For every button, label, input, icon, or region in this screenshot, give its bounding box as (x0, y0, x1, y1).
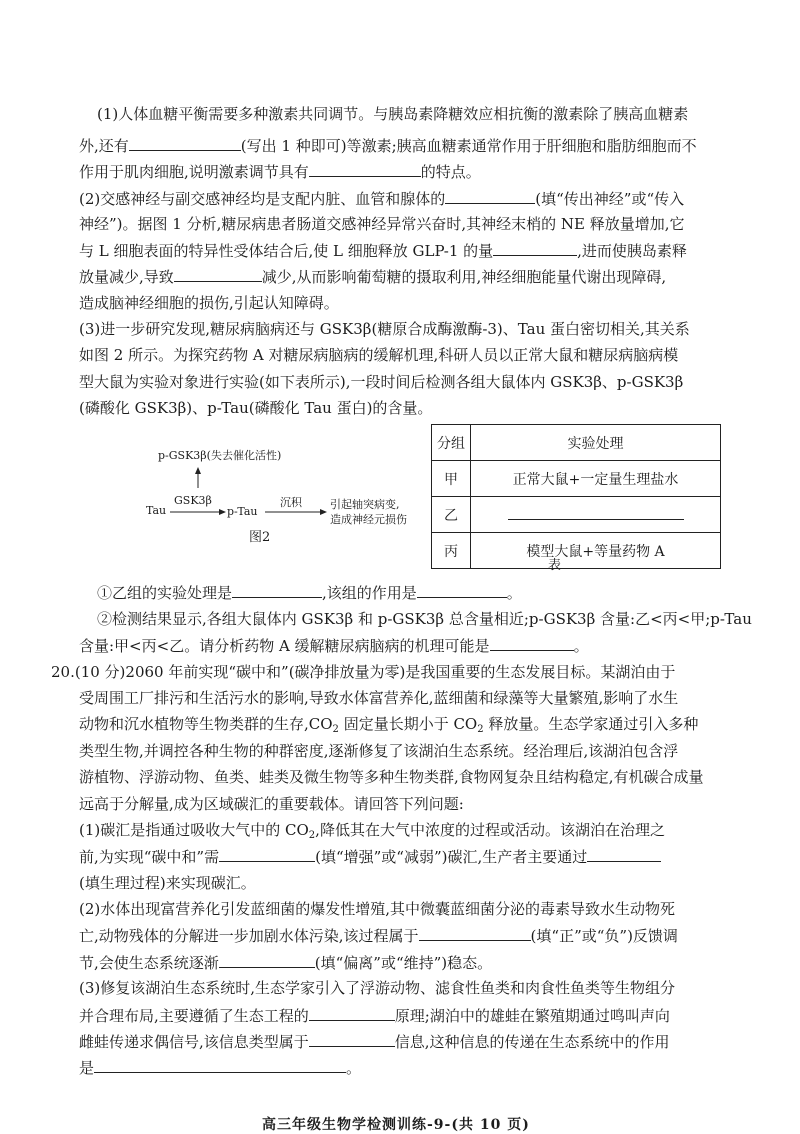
answer-blank[interactable] (417, 583, 507, 598)
answer-blank[interactable] (309, 1032, 395, 1047)
q19-p3-line4: (磷酸化 GSK3β)、p-Tau(磷酸化 Tau 蛋白)的含量。 (79, 399, 433, 417)
q19-p3-line1: (3)进一步研究发现,糖尿病脑病还与 GSK3β(糖原合成酶激酶-3)、Tau 蛋白密切相关,其关系 (79, 320, 690, 338)
table-header-group: 分组 (432, 425, 471, 461)
experiment-table (431, 424, 721, 569)
q20-p1-line1: (1)碳汇是指通过吸收大气中的 $CO_2$,降低其在大气中浓度的过程或活动。该湖泊在治理之 (79, 821, 665, 841)
q20-p3-line1: (3)修复该湖泊生态系统时,生态学家引入了浮游动物、滤食性鱼类和肉食性鱼类等生物组分 (79, 979, 676, 997)
q20-p3-line2: 并合理布局,主要遵循了生态工程的 原理;湖泊中的雄蛙在繁殖期通过鸣叫声向 (79, 1007, 670, 1025)
answer-blank[interactable] (309, 162, 421, 177)
fig-gsk3b-label: GSK3β (174, 494, 212, 507)
fig-effect-label-2: 造成神经元损伤 (330, 513, 407, 526)
fig-deposit-label: 沉积 (280, 496, 302, 509)
answer-blank[interactable] (490, 636, 574, 651)
answer-blank[interactable] (174, 267, 262, 282)
fig-tau-label: Tau (146, 504, 167, 517)
q19-p1-line2: 外,还有 (写出 1 种即可)等激素;胰高血糖素通常作用于肝细胞和脂肪细胞而不 (79, 137, 697, 155)
fig-arrows (140, 438, 430, 548)
figure-2 (140, 438, 430, 548)
q20-intro-line1: 20.(10 分)2060 年前实现“碳中和”(碳净排放量为零)是我国重要的生态发展目标。某湖泊由于 (51, 663, 676, 681)
answer-blank[interactable] (493, 241, 577, 256)
q20-p2-line1: (2)水体出现富营养化引发蓝细菌的爆发性增殖,其中微囊蓝细菌分泌的毒素导致水生动物死 (79, 900, 676, 918)
q19-sub2-line1: ②检测结果显示,各组大鼠体内 GSK3β 和 p-GSK3β 总含量相近;p-GSK3β 含量:乙<丙<甲;p-Tau (97, 610, 752, 628)
table-cell-treatment: 正常大鼠+一定量生理盐水 (471, 461, 721, 497)
q20-p3-line4: 是 。 (79, 1059, 362, 1077)
answer-blank[interactable] (129, 136, 241, 151)
q20-intro-line4: 类型生物,并调控各种生物的种群密度,逐渐修复了该湖泊生态系统。经治理后,该湖泊包含浮 (79, 742, 679, 760)
q20-intro-line5: 游植物、浮游动物、鱼类、蛙类及微生物等多种生物类群,食物网复杂且结构稳定,有机碳合成量 (79, 768, 704, 786)
q19-p1-line1: (1)人体血糖平衡需要多种激素共同调节。与胰岛素降糖效应相抗衡的激素除了胰高血糖素 (97, 105, 689, 123)
table-row (432, 533, 721, 569)
answer-blank[interactable] (445, 189, 535, 204)
answer-blank[interactable] (309, 1006, 395, 1021)
fig-effect-label-1: 引起轴突病变, (330, 498, 400, 511)
q20-intro-line2: 受周围工厂排污和生活污水的影响,导致水体富营养化,蓝细菌和绿藻等大量繁殖,影响了水生 (79, 689, 679, 707)
q19-p3-line3: 型大鼠为实验对象进行实验(如下表所示),一段时间后检测各组大鼠体内 GSK3β、p-GSK3β (79, 373, 684, 391)
q19-sub1: ①乙组的实验处理是 ,该组的作用是 。 (97, 584, 522, 602)
answer-blank[interactable] (508, 505, 684, 520)
q20-p2-line3: 节,会使生态系统逐渐 (填“偏离”或“维持”)稳态。 (79, 954, 493, 972)
q19-sub2-line2: 含量:甲<丙<乙。请分析药物 A 缓解糖尿病脑病的机理可能是 。 (79, 637, 589, 655)
q19-p2-line3: 与 L 细胞表面的特异性受体结合后,使 L 细胞释放 GLP-1 的量 ,进而使胰岛素释 (79, 242, 687, 260)
answer-blank[interactable] (219, 953, 315, 968)
answer-blank[interactable] (419, 926, 531, 941)
table-row (432, 461, 721, 497)
q19-p2-line5: 造成脑神经细胞的损伤,引起认知障碍。 (79, 294, 339, 312)
arrow-ptau-head (320, 509, 327, 515)
arrow-up-head (195, 467, 201, 474)
table-cell-group: 甲 (432, 461, 471, 497)
q20-intro-line6: 远高于分解量,成为区域碳汇的重要载体。请回答下列问题: (79, 795, 464, 813)
answer-blank[interactable] (587, 847, 661, 862)
q20-p1-line3: (填生理过程)来实现碳汇。 (79, 874, 256, 892)
q19-p2-line1: (2)交感神经与副交感神经均是支配内脏、血管和腺体的 (填“传出神经”或“传入 (79, 190, 685, 208)
table-cell-group: 丙 (432, 533, 471, 569)
fig-ptau-label: p-Tau (227, 505, 258, 518)
table-cell-treatment: 模型大鼠+等量药物 A (471, 533, 721, 569)
table-header-treatment: 实验处理 (471, 425, 721, 461)
q20-p2-line2: 亡,动物残体的分解进一步加剧水体污染,该过程属于 (填“正”或“负”)反馈调 (79, 927, 678, 945)
arrow-tau-head (219, 509, 226, 515)
figure-2-caption: 图2 (249, 530, 271, 545)
q19-p2-line4: 放量减少,导致 减少,从而影响葡萄糖的摄取利用,神经细胞能量代谢出现障碍, (79, 268, 667, 286)
table-header-row (432, 425, 721, 461)
table-row (432, 497, 721, 533)
table-cell-treatment-blank[interactable] (471, 497, 721, 533)
answer-blank[interactable] (232, 583, 322, 598)
q20-p1-line2: 前,为实现“碳中和”需 (填“增强”或“减弱”)碳汇,生产者主要通过 (79, 847, 661, 866)
table-caption: 表 (548, 558, 562, 573)
q19-p1-line3: 作用于肌肉细胞,说明激素调节具有 的特点。 (79, 163, 481, 181)
q20-intro-line3: 动物和沉水植物等生物类群的生存$,CO_2$ 固定量长期小于 $CO_2$ 释放量。生态学家通过引入多种 (79, 715, 699, 735)
q19-p3-line2: 如图 2 所示。为探究药物 A 对糖尿病脑病的缓解机理,科研人员以正常大鼠和糖尿病脑病模 (79, 346, 679, 364)
fig-pgsk3b-label: p-GSK3β(失去催化活性) (158, 449, 282, 462)
page-footer: 高三年级生物学检测训练-9-(共 10 页) (262, 1117, 530, 1133)
answer-blank[interactable] (94, 1058, 346, 1073)
answer-blank[interactable] (219, 847, 315, 862)
q19-p2-line2: 神经”)。据图 1 分析,糖尿病患者肠道交感神经异常兴奋时,其神经末梢的 NE 释放量增加,它 (79, 215, 685, 233)
table-cell-group: 乙 (432, 497, 471, 533)
q20-p3-line3: 雌蛙传递求偶信号,该信息类型属于 信息,这种信息的传递在生态系统中的作用 (79, 1033, 670, 1051)
